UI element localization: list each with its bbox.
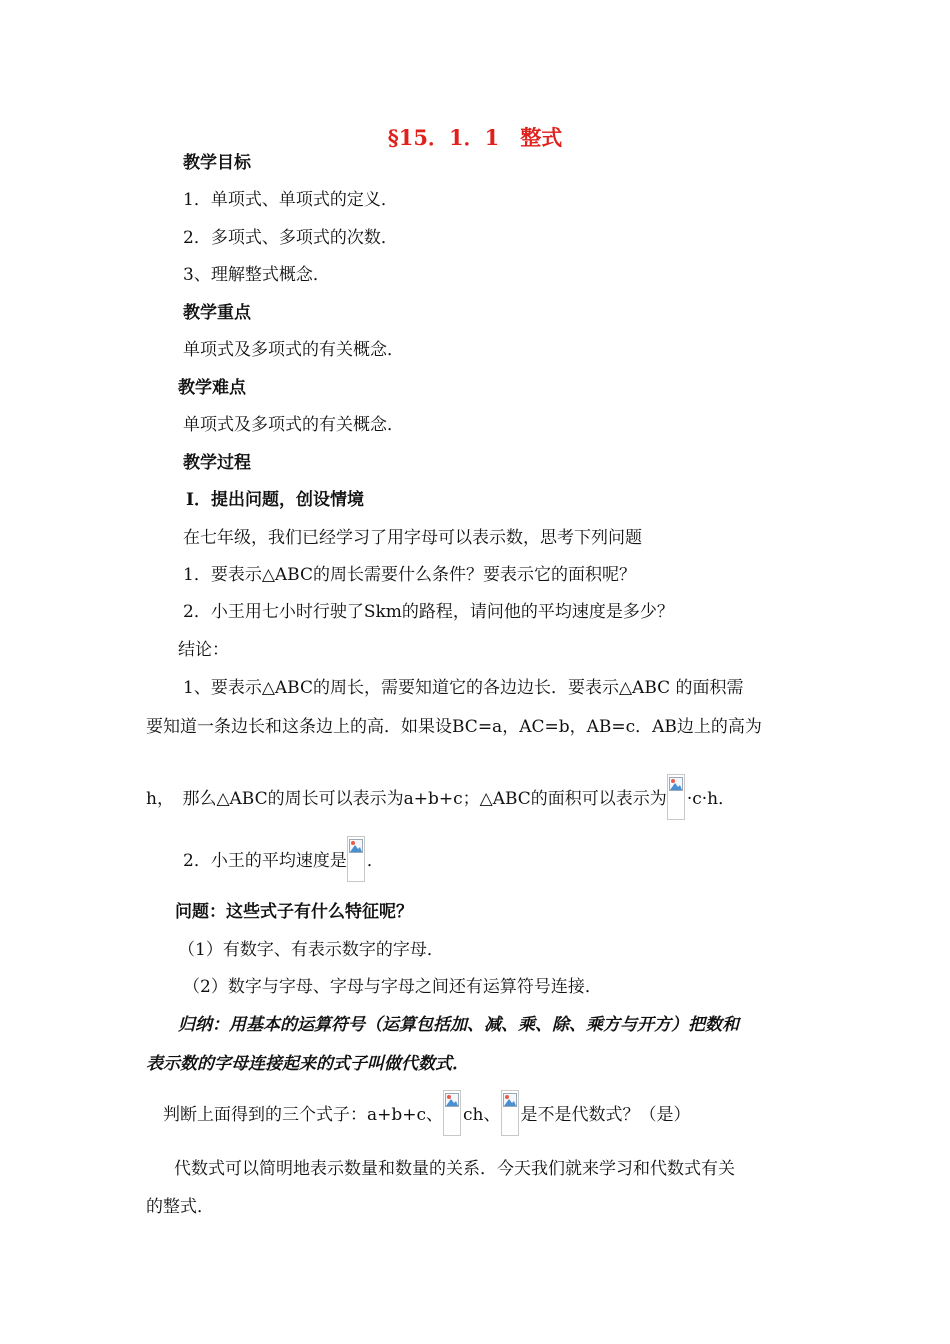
broken-image-icon <box>667 774 685 820</box>
judge-text: 判断上面得到的三个式子：a+b+c、 <box>163 1105 444 1125</box>
key-points-text: 单项式及多项式的有关概念． <box>183 340 404 360</box>
question-item: 1．要表示△ABC的周长需要什么条件？要表示它的面积呢？ <box>183 565 636 585</box>
speed-line <box>183 850 384 872</box>
question-heading: 问题：这些式子有什么特征呢？ <box>175 902 413 922</box>
difficulties-heading: 教学难点 <box>178 378 246 398</box>
conclusion-text: 1、要表示△ABC的周长，需要知道它的各边边长．要表示△ABC 的面积需 <box>183 678 744 698</box>
feature-item: （1）有数字、有表示数字的字母． <box>178 940 444 960</box>
summary-text: 表示数的字母连接起来的式子叫做代数式． <box>146 1054 469 1074</box>
key-points-heading: 教学重点 <box>183 303 251 323</box>
objective-item: 3、理解整式概念． <box>183 265 330 285</box>
question-item: 2．小王用七小时行驶了Skm的路程，请问他的平均速度是多少？ <box>183 602 674 622</box>
part1-heading: Ⅰ．提出问题，创设情境 <box>186 490 364 510</box>
formula-image <box>347 850 367 872</box>
difficulties-text: 单项式及多项式的有关概念． <box>183 415 404 435</box>
summary-text: 归纳：用基本的运算符号（运算包括加、减、乘、除、乘方与开方）把数和 <box>178 1015 739 1035</box>
conclusion-formula-line <box>146 788 735 810</box>
objective-item: 1．单项式、单项式的定义． <box>183 190 398 210</box>
broken-image-icon <box>443 1090 461 1136</box>
page-title: §15．1．1 整式 <box>387 125 563 150</box>
process-heading: 教学过程 <box>183 453 251 473</box>
conclusion-text: 要知道一条边长和这条边上的高．如果设BC=a，AC=b，AB=c．AB边上的高为 <box>146 717 762 737</box>
formula-image <box>667 788 687 810</box>
closing-text: 的整式． <box>146 1197 214 1217</box>
closing-text: 代数式可以简明地表示数量和数量的关系．今天我们就来学习和代数式有关 <box>174 1159 735 1179</box>
objective-item: 2．多项式、多项式的次数． <box>183 228 398 248</box>
feature-item: （2）数字与字母、字母与字母之间还有运算符号连接． <box>183 977 602 997</box>
judge-line <box>163 1104 691 1126</box>
intro-text: 在七年级，我们已经学习了用字母可以表示数，思考下列问题 <box>183 528 642 548</box>
conclusion-text: h， 那么△ABC的周长可以表示为a+b+c；△ABC的面积可以表示为 <box>146 789 667 809</box>
conclusion-label: 结论： <box>178 640 229 660</box>
objectives-heading: 教学目标 <box>183 153 251 173</box>
broken-image-icon <box>501 1090 519 1136</box>
formula-image <box>443 1104 463 1126</box>
judge-text: ch、 <box>463 1105 501 1125</box>
judge-text: 是不是代数式？（是） <box>520 1105 691 1125</box>
formula-image <box>501 1104 521 1126</box>
conclusion-text: 2．小王的平均速度是 <box>183 851 347 871</box>
conclusion-text: ·c·h． <box>686 789 736 809</box>
conclusion-text: ． <box>366 851 384 871</box>
broken-image-icon <box>347 836 365 882</box>
